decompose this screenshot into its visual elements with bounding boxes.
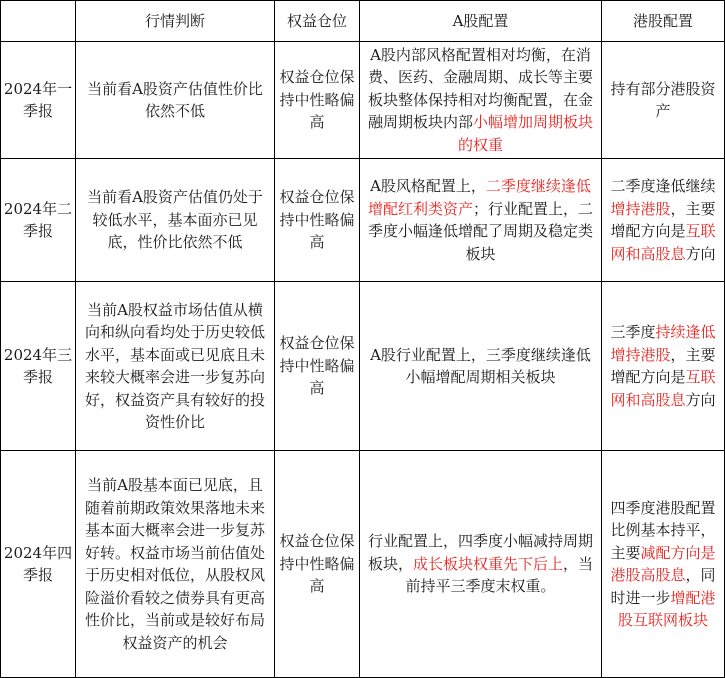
market-cell: 当前看A股资产估值性价比依然不低 xyxy=(76,42,275,159)
hkshare-cell xyxy=(602,451,725,678)
header-equity: 权益仓位 xyxy=(275,1,360,42)
ashare-text: ，当前持平三季度末权重。 xyxy=(405,554,594,596)
hkshare-text: 三季度 xyxy=(610,323,656,341)
ashare-cell xyxy=(360,159,602,282)
table-row xyxy=(1,159,725,282)
hkshare-highlight: 增持港股 xyxy=(610,199,671,218)
quarter-cell: 2024年一季报 xyxy=(1,42,76,159)
ashare-text: 行业配置上，四季度小幅减持周期板块， xyxy=(367,532,593,573)
ashare-cell xyxy=(360,42,602,159)
hkshare-text: ，主要增配方向是 xyxy=(610,199,716,240)
hkshare-text: 二季度逢低继续 xyxy=(610,177,716,195)
hkshare-cell xyxy=(602,42,725,159)
market-cell: 当前A股基本面已见底，且随着前期政策效果落地未来基本面大概率会进一步复苏好转。权益市场当前估值处于历史相对低位，从股权风险溢价看较之债券具有更高性价比，当前或是较好布局权益资产的机会 xyxy=(76,451,275,678)
ashare-text: A股内部风格配置相对均衡，在消费、医药、金融周期、成长等主要板块整体保持相对均衡配置，在金融周期板块内部 xyxy=(367,45,593,132)
hkshare-highlight: 互联网和高股息 xyxy=(610,368,716,409)
hkshare-text: 持有部分港股资产 xyxy=(610,79,716,120)
equity-cell: 权益仓位保持中性略偏高 xyxy=(275,451,360,678)
ashare-text: A股风格配置上， xyxy=(370,177,486,195)
quarter-cell: 2024年四季报 xyxy=(1,451,76,678)
header-hkshare: 港股配置 xyxy=(602,1,725,42)
quarter-cell: 2024年二季报 xyxy=(1,159,76,282)
header-market: 行情判断 xyxy=(76,1,275,42)
ashare-highlight: 小幅增加周期板块的权重 xyxy=(457,113,594,154)
hkshare-cell xyxy=(602,159,725,282)
quarter-cell: 2024年三季报 xyxy=(1,282,76,451)
hkshare-highlight: 减配方向是港股高股息 xyxy=(610,543,716,584)
hkshare-highlight: 持续逢低增持港股 xyxy=(610,323,716,364)
ashare-text: ；行业配置上，二季度小幅逢低增配了周期及稳定类板块 xyxy=(367,199,594,263)
equity-cell: 权益仓位保持中性略偏高 xyxy=(275,42,360,159)
ashare-cell xyxy=(360,282,602,451)
hkshare-text: ，主要增配方向是 xyxy=(610,345,716,386)
hkshare-text: 方向 xyxy=(685,390,716,409)
header-ashare: A股配置 xyxy=(360,1,602,42)
header-row xyxy=(1,1,725,42)
equity-cell: 权益仓位保持中性略偏高 xyxy=(275,159,360,282)
hkshare-text: 四季度港股配置比例基本持平，主要 xyxy=(610,498,716,562)
market-cell: 当前看A股资产估值仍处于较低水平，基本面亦已见底，性价比依然不低 xyxy=(76,159,275,282)
market-cell: 当前A股权益市场估值从横向和纵向看均处于历史较低水平，基本面或已见底且未来较大概率会进一步复苏向好，权益资产具有较好的投资性价比 xyxy=(76,282,275,451)
table-row xyxy=(1,282,725,451)
equity-cell: 权益仓位保持中性略偏高 xyxy=(275,282,360,451)
ashare-highlight: 二季度继续逢低增配红利类资产 xyxy=(367,177,591,218)
hkshare-highlight: 增配港股互联网板块 xyxy=(617,588,716,629)
table-row xyxy=(1,451,725,678)
ashare-text: A股行业配置上，三季度继续逢低小幅增配周期相关板块 xyxy=(370,345,591,386)
hkshare-highlight: 互联网和高股息 xyxy=(610,222,716,263)
table-row xyxy=(1,42,725,159)
hkshare-text: 方向 xyxy=(685,244,716,263)
hkshare-cell xyxy=(602,282,725,451)
hkshare-text: ，同时进一步 xyxy=(610,566,716,607)
ashare-highlight: 成长板块权重先下后上 xyxy=(412,554,563,573)
ashare-cell xyxy=(360,451,602,678)
header-blank xyxy=(1,1,76,42)
